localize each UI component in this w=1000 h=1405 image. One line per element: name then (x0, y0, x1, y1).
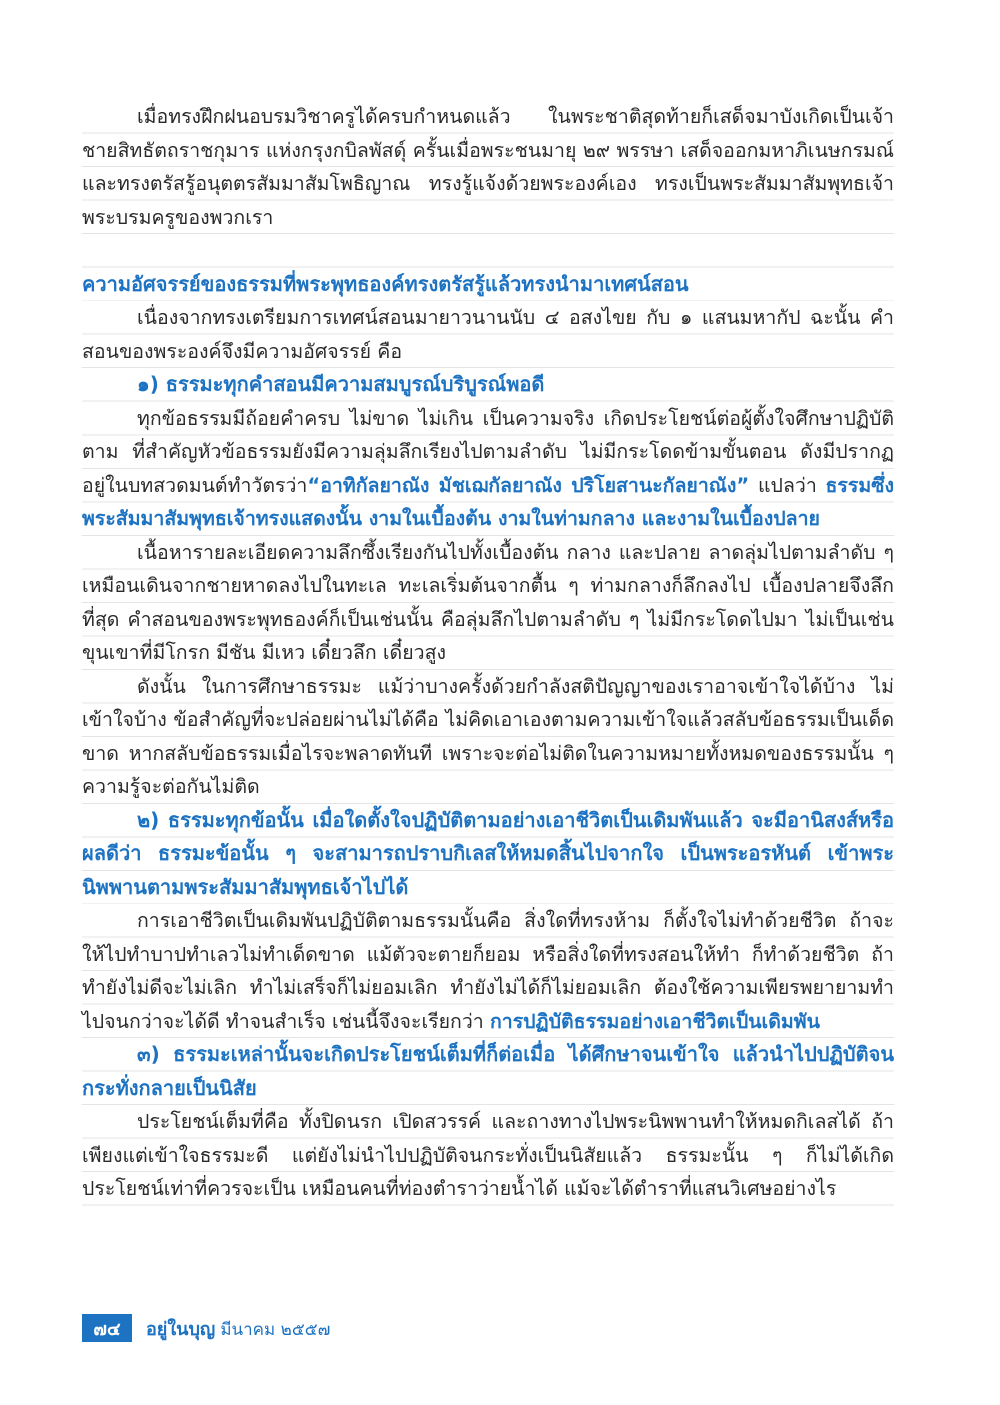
page-number: ๗๔ (82, 1314, 132, 1342)
item1-paragraph-3: ดังนั้น ในการศึกษาธรรมะ แม้ว่าบางครั้งด้วยกำลังสติปัญญาของเราอาจเข้าใจได้บ้าง ไม่เข้าใจบ้าง ข้อสำคัญที่จะปล่อยผ่านไม่ได้คือ ไม่คิดเอาเองตามความเข้าใจแล้วสลับข้อธรรมเป็นเด็ดขาด หากสลับข้อธรรมเมื่อไรจะพลาดทันที เพราะจะต่อไม่ติดในความหมายทั้งหมดของธรรมนั้น ๆ ความรู้จะต่อกันไม่ติด (82, 670, 894, 804)
item1-p1-mid: แปลว่า (749, 473, 826, 497)
item3-heading: ๓) ธรรมะเหล่านั้นจะเกิดประโยชน์เต็มที่ก็ต่อเมื่อ ได้ศึกษาจนเข้าใจ แล้วนำไปปฏิบัติจนกระทั่งกลายเป็นนิสัย (82, 1038, 894, 1105)
item2-emphasis: การปฏิบัติธรรมอย่างเอาชีวิตเป็นเดิมพัน (489, 1009, 820, 1033)
magazine-name: อยู่ในบุญ (146, 1318, 216, 1340)
section-heading: ความอัศจรรย์ของธรรมที่พระพุทธองค์ทรงตรัสรู้แล้วทรงนำมาเทศน์สอน (82, 268, 894, 302)
issue-date: มีนาคม ๒๕๕๗ (220, 1319, 331, 1340)
item2-heading: ๒) ธรรมะทุกข้อนั้น เมื่อใดตั้งใจปฏิบัติตามอย่างเอาชีวิตเป็นเดิมพันแล้ว จะมีอานิสงส์หรือผลดีว่า ธรรมะข้อนั้น ๆ จะสามารถปราบกิเลสให้หมดสิ้นไปจากใจ เป็นพระอรหันต์ เข้าพระนิพพานตามพระสัมมาสัมพุทธเจ้าไปได้ (82, 804, 894, 905)
item1-heading: ๑) ธรรมะทุกคำสอนมีความสมบูรณ์บริบูรณ์พอดี (82, 368, 894, 402)
item3-paragraph-1: ประโยชน์เต็มที่คือ ทั้งปิดนรก เปิดสวรรค์ และถางทางไปพระนิพพานทำให้หมดกิเลสได้ ถ้าเพียงแต่เข้าใจธรรมะดี แต่ยังไม่นำไปปฏิบัติจนกระทั่งเป็นนิสัยแล้ว ธรรมะนั้น ๆ ก็ไม่ได้เกิดประโยชน์เท่าที่ควรจะเป็น เหมือนคนที่ท่องตำราว่ายน้ำได้ แม้จะได้ตำราที่แสนวิเศษอย่างไร (82, 1105, 894, 1206)
item2-p1-text: การเอาชีวิตเป็นเดิมพันปฏิบัติตามธรรมนั้นคือ สิ่งใดที่ทรงห้าม ก็ตั้งใจไม่ทำด้วยชีวิต ถ้าจะให้ไปทำบาปทำเลวไม่ทำเด็ดขาด แม้ตัวจะตายก็ยอม หรือสิ่งใดที่ทรงสอนให้ทำ ก็ทำด้วยชีวิต ถ้าทำยังไม่ดีจะไม่เลิก ทำไม่เสร็จก็ไม่ยอมเลิก ทำยังไม่ได้ก็ไม่ยอมเลิก ต้องใช้ความเพียรพยายามทำไปจนกว่าจะได้ดี ทำจนสำเร็จ เช่นนี้จึงจะเรียกว่า (82, 909, 894, 1033)
item1-paragraph-1 (82, 402, 894, 536)
item1-paragraph-2: เนื้อหารายละเอียดความลึกซึ้งเรียงกันไปทั้งเบื้องต้น กลาง และปลาย ลาดลุ่มไปตามลำดับ ๆ เหมือนเดินจากชายหาดลงไปในทะเล ทะเลเริ่มต้นจากตื้น ๆ ท่ามกลางก็ลึกลงไป เบื้องปลายจึงลึกที่สุด คำสอนของพระพุทธองค์ก็เป็นเช่นนั้น คือลุ่มลึกไปตามลำดับ ๆ ไม่มีกระโดดไปมา ไม่เป็นเช่นขุนเขาที่มีโกรก มีชัน มีเหว เดี๋ยวลึก เดี๋ยวสูง (82, 536, 894, 670)
item1-quote: “อาทิกัลยาณัง มัชเฌกัลยาณัง ปริโยสานะกัลยาณัง” (307, 473, 750, 497)
footer-publication (146, 1314, 330, 1343)
article-body (82, 100, 894, 1206)
page-footer (82, 1312, 330, 1344)
item2-paragraph-1 (82, 904, 894, 1038)
section-spacer (82, 234, 894, 268)
intro-paragraph: เมื่อทรงฝึกฝนอบรมวิชาครูได้ครบกำหนดแล้ว ในพระชาติสุดท้ายก็เสด็จมาบังเกิดเป็นเจ้าชายสิทธัตถราชกุมาร แห่งกรุงกบิลพัสดุ์ ครั้นเมื่อพระชนมายุ ๒๙ พรรษา เสด็จออกมหาภิเนษกรมณ์ และทรงตรัสรู้อนุตตรสัมมาสัมโพธิญาณ ทรงรู้แจ้งด้วยพระองค์เอง ทรงเป็นพระสัมมาสัมพุทธเจ้า พระบรมครูของพวกเรา (82, 100, 894, 234)
section-lead: เนื่องจากทรงเตรียมการเทศน์สอนมายาวนานนับ ๔ อสงไขย กับ ๑ แสนมหากัป ฉะนั้น คำสอนของพระองค์จึงมีความอัศจรรย์ คือ (82, 301, 894, 368)
item1-p1-text: ทุกข้อธรรมมีถ้อยคำครบ ไม่ขาด ไม่เกิน เป็นความจริง เกิดประโยชน์ต่อผู้ตั้งใจศึกษาปฏิบัติตาม ที่สำคัญหัวข้อธรรมยังมีความลุ่มลึกเรียงไปตามลำดับ ไม่มีกระโดดข้ามขั้นตอน ดังมีปรากฏอยู่ในบทสวดมนต์ทำวัตรว่า (82, 406, 894, 497)
item1-meaning: ธรรมซึ่งพระสัมมาสัมพุทธเจ้าทรงแสดงนั้น งามในเบื้องต้น งามในท่ามกลาง และงามในเบื้องปลาย (82, 473, 894, 530)
